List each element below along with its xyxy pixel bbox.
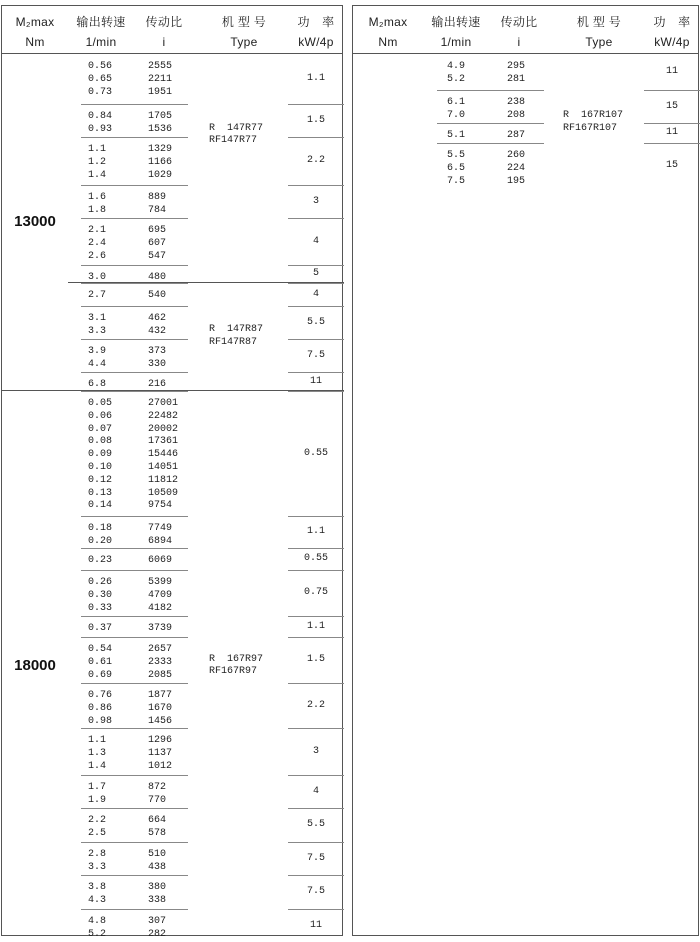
power-value: 7.5 bbox=[306, 853, 325, 864]
row-separator bbox=[288, 637, 344, 638]
ratio-values: 380 338 bbox=[148, 882, 167, 906]
ratio-values: 7749 6894 bbox=[148, 523, 173, 547]
row-separator bbox=[81, 616, 188, 617]
speed-values: 0.76 0.86 0.98 bbox=[88, 690, 113, 727]
power-value: 2.2 bbox=[306, 155, 325, 166]
row-separator bbox=[288, 185, 344, 186]
speed-values: 5.5 6.5 7.5 bbox=[447, 150, 466, 187]
power-value: 15 bbox=[665, 101, 678, 112]
row-separator bbox=[81, 516, 188, 517]
model-type: R 167R107 RF167R107 bbox=[563, 110, 624, 134]
ratio-values: 295 281 bbox=[507, 61, 526, 85]
speed-values: 1.6 1.8 bbox=[88, 192, 107, 216]
row-separator bbox=[81, 283, 188, 284]
row-separator bbox=[81, 909, 188, 910]
ratio-values: 287 bbox=[507, 130, 526, 141]
power-value: 5 bbox=[312, 268, 319, 279]
speed-values: 2.8 3.3 bbox=[88, 849, 107, 873]
ratio-values: 889 784 bbox=[148, 192, 167, 216]
power-value: 4 bbox=[312, 236, 319, 247]
power-value: 15 bbox=[665, 160, 678, 171]
ratio-values: 260 224 195 bbox=[507, 150, 526, 187]
row-separator bbox=[81, 265, 188, 266]
ratio-values: 695 607 547 bbox=[148, 225, 167, 262]
speed-values: 0.05 0.06 0.07 0.08 0.09 0.10 0.12 0.13 0.14 bbox=[88, 398, 113, 512]
row-separator bbox=[288, 909, 344, 910]
power-value: 11 bbox=[309, 920, 322, 931]
row-separator bbox=[644, 90, 700, 91]
row-separator bbox=[81, 570, 188, 571]
power-value: 0.55 bbox=[303, 448, 328, 459]
ratio-values: 1329 1166 1029 bbox=[148, 144, 173, 181]
row-separator bbox=[288, 137, 344, 138]
row-separator bbox=[81, 185, 188, 186]
row-separator bbox=[288, 808, 344, 809]
row-separator bbox=[81, 775, 188, 776]
power-value: 1.1 bbox=[306, 526, 325, 537]
speed-values: 3.1 3.3 bbox=[88, 313, 107, 337]
header-torque: M₂max Nm bbox=[368, 15, 408, 49]
ratio-values: 373 330 bbox=[148, 346, 167, 370]
row-separator bbox=[288, 683, 344, 684]
power-value: 11 bbox=[309, 376, 322, 387]
row-separator bbox=[437, 143, 544, 144]
power-value: 11 bbox=[665, 127, 678, 138]
speed-values: 6.8 bbox=[88, 379, 107, 390]
speed-values: 0.23 bbox=[88, 555, 113, 566]
row-separator bbox=[81, 372, 188, 373]
speed-values: 0.37 bbox=[88, 623, 113, 634]
power-value: 11 bbox=[665, 66, 678, 77]
ratio-values: 510 438 bbox=[148, 849, 167, 873]
header-power: 功 率 kW/4p bbox=[297, 15, 335, 49]
row-separator bbox=[437, 90, 544, 91]
speed-values: 3.8 4.3 bbox=[88, 882, 107, 906]
power-value: 4 bbox=[312, 786, 319, 797]
speed-values: 1.1 1.2 1.4 bbox=[88, 144, 107, 181]
left-table-header bbox=[2, 6, 342, 54]
model-type: R 147R77 RF147R77 bbox=[209, 122, 264, 147]
row-separator bbox=[288, 391, 344, 392]
speed-values: 6.1 7.0 bbox=[447, 97, 466, 121]
ratio-values: 2555 2211 1951 bbox=[148, 61, 173, 98]
row-separator bbox=[288, 616, 344, 617]
block-separator bbox=[2, 390, 344, 391]
speed-values: 1.1 1.3 1.4 bbox=[88, 735, 107, 772]
header-type: 机 型 号 Type bbox=[576, 15, 622, 49]
speed-values: 0.26 0.30 0.33 bbox=[88, 577, 113, 614]
power-value: 0.75 bbox=[303, 587, 328, 598]
power-value: 1.1 bbox=[306, 621, 325, 632]
power-value: 1.1 bbox=[306, 73, 325, 84]
header-type: 机 型 号 Type bbox=[221, 15, 267, 49]
row-separator bbox=[81, 391, 188, 392]
header-torque: M₂max Nm bbox=[15, 15, 55, 49]
power-value: 5.5 bbox=[306, 819, 325, 830]
row-separator bbox=[437, 123, 544, 124]
row-separator bbox=[288, 516, 344, 517]
row-separator bbox=[288, 775, 344, 776]
ratio-values: 1877 1670 1456 bbox=[148, 690, 173, 727]
speed-values: 2.2 2.5 bbox=[88, 815, 107, 839]
power-value: 3 bbox=[312, 196, 319, 207]
right-table bbox=[352, 5, 699, 936]
header-speed: 输出转速 1/min bbox=[76, 15, 126, 49]
row-separator bbox=[81, 808, 188, 809]
speed-values: 4.9 5.2 bbox=[447, 61, 466, 85]
ratio-values: 664 578 bbox=[148, 815, 167, 839]
speed-values: 0.84 0.93 bbox=[88, 111, 113, 135]
ratio-values: 2657 2333 2085 bbox=[148, 644, 173, 681]
row-separator bbox=[81, 104, 188, 105]
ratio-values: 462 432 bbox=[148, 313, 167, 337]
row-separator bbox=[644, 123, 700, 124]
left-table bbox=[1, 5, 343, 940]
row-separator bbox=[288, 306, 344, 307]
power-value: 0.55 bbox=[303, 553, 328, 564]
row-separator bbox=[81, 137, 188, 138]
row-separator bbox=[288, 218, 344, 219]
power-value: 1.5 bbox=[306, 654, 325, 665]
row-separator bbox=[81, 875, 188, 876]
torque-value: 13000 bbox=[14, 212, 56, 230]
power-value: 1.5 bbox=[306, 115, 325, 126]
ratio-values: 216 bbox=[148, 379, 167, 390]
row-separator bbox=[81, 683, 188, 684]
row-separator bbox=[81, 218, 188, 219]
ratio-values: 238 208 bbox=[507, 97, 526, 121]
row-separator bbox=[81, 842, 188, 843]
row-separator bbox=[644, 143, 700, 144]
power-value: 4 bbox=[312, 289, 319, 300]
ratio-values: 307 282 bbox=[148, 916, 167, 940]
row-separator bbox=[81, 306, 188, 307]
ratio-values: 480 bbox=[148, 272, 167, 283]
block-separator bbox=[68, 282, 344, 283]
row-separator bbox=[288, 339, 344, 340]
row-separator bbox=[81, 637, 188, 638]
row-separator bbox=[288, 875, 344, 876]
row-separator bbox=[288, 265, 344, 266]
speed-values: 3.0 bbox=[88, 272, 107, 283]
row-separator bbox=[81, 548, 188, 549]
power-value: 3 bbox=[312, 746, 319, 757]
row-separator bbox=[288, 104, 344, 105]
ratio-values: 5399 4709 4182 bbox=[148, 577, 173, 614]
speed-values: 4.8 5.2 bbox=[88, 916, 107, 940]
ratio-values: 1296 1137 1012 bbox=[148, 735, 173, 772]
header-power: 功 率 kW/4p bbox=[653, 15, 691, 49]
ratio-values: 872 770 bbox=[148, 782, 167, 806]
row-separator bbox=[288, 548, 344, 549]
header-ratio: 传动比 i bbox=[145, 15, 183, 49]
ratio-values: 6069 bbox=[148, 555, 173, 566]
speed-values: 2.1 2.4 2.6 bbox=[88, 225, 107, 262]
power-value: 7.5 bbox=[306, 350, 325, 361]
row-separator bbox=[81, 728, 188, 729]
ratio-values: 540 bbox=[148, 290, 167, 301]
right-table-header bbox=[353, 6, 698, 54]
ratio-values: 3739 bbox=[148, 623, 173, 634]
model-type: R 167R97 RF167R97 bbox=[209, 653, 264, 678]
ratio-values: 1705 1536 bbox=[148, 111, 173, 135]
header-speed: 输出转速 1/min bbox=[431, 15, 481, 49]
power-value: 7.5 bbox=[306, 886, 325, 897]
speed-values: 5.1 bbox=[447, 130, 466, 141]
speed-values: 3.9 4.4 bbox=[88, 346, 107, 370]
speed-values: 2.7 bbox=[88, 290, 107, 301]
row-separator bbox=[288, 842, 344, 843]
torque-value: 18000 bbox=[14, 656, 56, 674]
speed-values: 0.56 0.65 0.73 bbox=[88, 61, 113, 98]
power-value: 5.5 bbox=[306, 317, 325, 328]
row-separator bbox=[288, 283, 344, 284]
header-ratio: 传动比 i bbox=[500, 15, 538, 49]
row-separator bbox=[288, 728, 344, 729]
ratio-values: 27001 22482 20002 17361 15446 14051 11812 10509 9754 bbox=[148, 398, 179, 512]
speed-values: 1.7 1.9 bbox=[88, 782, 107, 806]
power-value: 2.2 bbox=[306, 700, 325, 711]
row-separator bbox=[288, 372, 344, 373]
row-separator bbox=[288, 570, 344, 571]
model-type: R 147R87 RF147R87 bbox=[209, 324, 264, 348]
speed-values: 0.54 0.61 0.69 bbox=[88, 644, 113, 681]
speed-values: 0.18 0.20 bbox=[88, 523, 113, 547]
row-separator bbox=[81, 339, 188, 340]
